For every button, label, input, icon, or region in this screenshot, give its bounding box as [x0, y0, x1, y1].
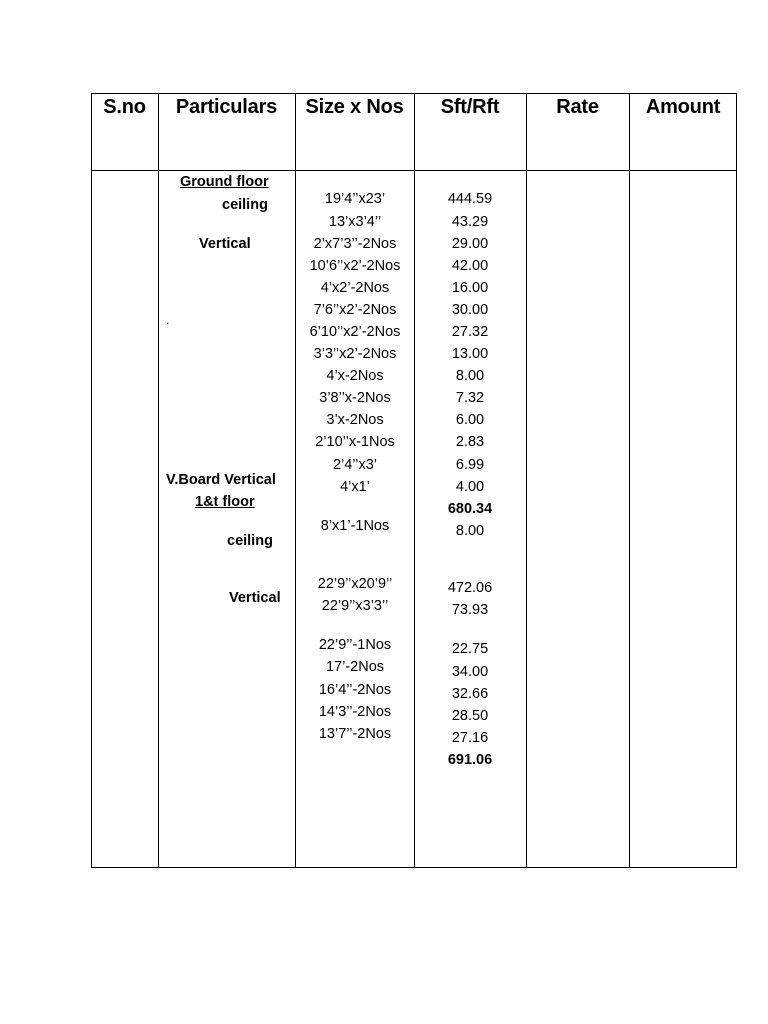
size-cell: 4’x1’	[340, 479, 370, 495]
first-floor-label: 1&t floor	[195, 494, 255, 510]
size-cell: 16’4’’-2Nos	[318, 682, 392, 698]
size-cell: 22’9’’x3’3’’	[321, 598, 389, 614]
vertical-label: Vertical	[199, 236, 251, 252]
sft-cell: 7.32	[455, 390, 485, 406]
size-cell: 13’x3’4’’	[328, 214, 382, 230]
ceiling-label: ceiling	[227, 533, 273, 549]
header-size: Size x Nos	[305, 96, 404, 118]
sft-cell: 22.75	[451, 641, 489, 657]
size-cell: 7’6’’x2’-2Nos	[313, 302, 397, 318]
sft-cell: 43.29	[451, 214, 489, 230]
size-cell: 3’8’’x-2Nos	[319, 390, 391, 406]
sft-cell: 28.50	[451, 708, 489, 724]
first-floor-subtotal: 691.06	[447, 752, 493, 768]
size-cell: 2’10’’x-1Nos	[315, 434, 395, 450]
sft-cell: 27.32	[451, 324, 489, 340]
size-cell: 22’9’’x20’9’’	[317, 576, 393, 592]
sft-cell: 16.00	[451, 280, 489, 296]
size-cell: 8’x1’-1Nos	[320, 518, 390, 534]
sft-cell: 73.93	[451, 602, 489, 618]
sft-cell: 2.83	[455, 434, 485, 450]
size-cell: 13’7’’-2Nos	[318, 726, 392, 742]
header-sft: Sft/Rft	[440, 96, 500, 118]
ground-floor-label: Ground floor	[180, 174, 269, 190]
sft-cell: 8.00	[455, 368, 485, 384]
size-cell: 10’6’’x2’-2Nos	[309, 258, 401, 274]
size-cell: 19’4’’x23’	[324, 191, 386, 207]
header-amount: Amount	[645, 96, 721, 118]
ceiling-label: ceiling	[222, 197, 268, 213]
sft-cell: 444.59	[447, 191, 493, 207]
size-cell: 4’x2’-2Nos	[320, 280, 390, 296]
size-cell: 3’x-2Nos	[326, 412, 384, 428]
sft-cell: 32.66	[451, 686, 489, 702]
size-cell: 14’3’’-2Nos	[318, 704, 392, 720]
sft-cell: 6.00	[455, 412, 485, 428]
column-divider	[629, 93, 630, 868]
size-cell: 2’4’’x3’	[332, 457, 378, 473]
sft-cell: 27.16	[451, 730, 489, 746]
size-cell: 3’3’’x2’-2Nos	[313, 346, 397, 362]
column-divider	[526, 93, 527, 868]
header-sno: S.no	[103, 96, 146, 118]
sft-cell: 30.00	[451, 302, 489, 318]
sft-cell: 34.00	[451, 664, 489, 680]
header-rate: Rate	[556, 96, 599, 118]
stray-dot: .	[166, 313, 170, 327]
sft-cell: 8.00	[455, 523, 485, 539]
sft-cell: 4.00	[455, 479, 485, 495]
column-divider	[158, 93, 159, 868]
vertical-label: Vertical	[229, 590, 281, 606]
size-cell: 2’x7’3’’-2Nos	[313, 236, 397, 252]
size-cell: 4’x-2Nos	[326, 368, 384, 384]
header-particulars: Particulars	[175, 96, 278, 118]
sft-cell: 13.00	[451, 346, 489, 362]
sft-cell: 472.06	[447, 580, 493, 596]
size-cell: 6’10’’x2’-2Nos	[309, 324, 401, 340]
sft-cell: 42.00	[451, 258, 489, 274]
size-cell: 22’9’’-1Nos	[318, 637, 392, 653]
sft-cell: 29.00	[451, 236, 489, 252]
sft-cell: 6.99	[455, 457, 485, 473]
ground-floor-subtotal: 680.34	[447, 501, 493, 517]
size-cell: 17’-2Nos	[325, 659, 385, 675]
vboard-vertical-label: V.Board Vertical	[166, 472, 276, 488]
